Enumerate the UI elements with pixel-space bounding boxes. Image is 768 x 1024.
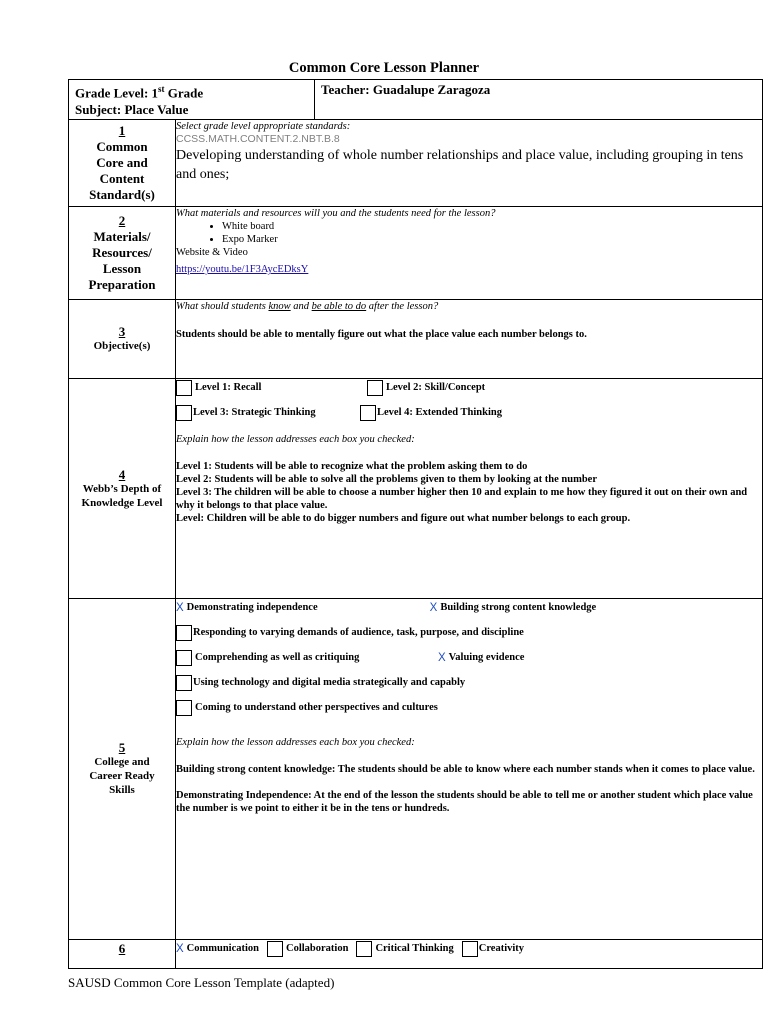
skill-checkbox[interactable] bbox=[176, 625, 192, 641]
skill-independence: Demonstrating independence bbox=[186, 602, 318, 614]
objective-prompt: What should students know and be able to do after the lesson? bbox=[176, 301, 439, 313]
level-4-label: Level 4: Extended Thinking bbox=[377, 407, 502, 419]
section-6-content bbox=[176, 940, 763, 969]
section-number: 6 bbox=[118, 941, 126, 957]
header-row bbox=[69, 80, 763, 120]
level-1-label: Level 1: Recall bbox=[195, 382, 262, 394]
grade-subject-cell bbox=[69, 80, 315, 120]
standard-code: CCSS.MATH.CONTENT.2.NBT.B.8 bbox=[176, 133, 340, 146]
level-3-checkbox[interactable] bbox=[176, 405, 192, 421]
level-2-label: Level 2: Skill/Concept bbox=[386, 382, 486, 394]
skills-explain-prompt: Explain how the lesson addresses each box you checked: bbox=[176, 737, 415, 749]
section-1-row bbox=[69, 120, 763, 207]
skill-perspectives: Coming to understand other perspectives and cultures bbox=[195, 702, 438, 714]
skills-para-1: Building strong content knowledge: The students should be able to know where each number stands when it comes to place value. bbox=[176, 764, 755, 776]
checked-mark[interactable]: X bbox=[176, 601, 184, 614]
section-6-row bbox=[69, 940, 763, 969]
standards-prompt: Select grade level appropriate standards: bbox=[176, 121, 351, 133]
lesson-planner-table bbox=[68, 79, 763, 969]
section-number: 1 bbox=[118, 123, 126, 139]
section-6-label bbox=[69, 940, 176, 969]
skill-critical-thinking: Critical Thinking bbox=[375, 943, 454, 955]
skill-creativity: Creativity bbox=[478, 943, 525, 955]
checked-mark[interactable]: X bbox=[438, 651, 446, 664]
dok-explanation: Level 1: Students will be able to recognize what the problem asking them to do Level 2: Students will be able to solve all the problems given to them by looking at the number Level 3: The children will be able to choose a number higher then 10 and explain to me how they figured it out on their own and why it belongs to that place value. Level: Children will be able to do bigger numbers and figure out what number belongs to each group. bbox=[176, 461, 748, 525]
list-item: • Expo Marker bbox=[222, 233, 762, 246]
standard-text: Developing understanding of whole number relationships and place value, including grouping in tens and ones; bbox=[176, 148, 744, 183]
section-2-label: 2 Materials/ Resources/ Lesson Preparation bbox=[69, 207, 176, 300]
section-3-content bbox=[176, 300, 763, 379]
dok-explain-prompt: Explain how the lesson addresses each box you checked: bbox=[176, 434, 415, 446]
section-number: 2 bbox=[118, 213, 126, 229]
collaboration-checkbox[interactable] bbox=[267, 941, 283, 957]
skill-checkbox[interactable] bbox=[176, 650, 192, 666]
creativity-checkbox[interactable] bbox=[462, 941, 478, 957]
section-number: 3 bbox=[118, 324, 126, 340]
skill-collaboration: Collaboration bbox=[286, 943, 349, 955]
teacher-cell bbox=[315, 80, 763, 120]
skill-valuing-evidence: Valuing evidence bbox=[448, 652, 525, 664]
section-5-label: 5 College and Career Ready Skills bbox=[69, 599, 176, 940]
skill-comprehending: Comprehending as well as critiquing bbox=[195, 652, 360, 664]
skill-content-knowledge: Building strong content knowledge bbox=[440, 602, 597, 614]
website-video-label: Website & Video bbox=[176, 247, 248, 259]
materials-list bbox=[176, 220, 762, 246]
section-2-content bbox=[176, 207, 763, 300]
critical-thinking-checkbox[interactable] bbox=[356, 941, 372, 957]
page-footer: SAUSD Common Core Lesson Template (adapted) bbox=[68, 975, 335, 990]
teacher-name: Teacher: Guadalupe Zaragoza bbox=[321, 82, 491, 97]
objective-text: Students should be able to mentally figure out what the place value each number belongs to. bbox=[176, 329, 587, 341]
section-4-content bbox=[176, 379, 763, 599]
level-2-checkbox[interactable] bbox=[367, 380, 383, 396]
skills-para-2: Demonstrating Independence: At the end of the lesson the students should be able to tell me or another student which place value the number is we point to either it be in the tens or hundreds. bbox=[176, 790, 753, 815]
section-4-row bbox=[69, 379, 763, 599]
section-1-label: 1 Common Core and Content Standard(s) bbox=[69, 120, 176, 207]
section-3-row bbox=[69, 300, 763, 379]
checked-mark[interactable]: X bbox=[429, 601, 438, 614]
level-1-checkbox[interactable] bbox=[176, 380, 192, 396]
checked-mark[interactable]: X bbox=[176, 942, 184, 955]
skill-checkbox[interactable] bbox=[176, 700, 192, 716]
section-number: 4 bbox=[118, 466, 126, 482]
skill-responding: Responding to varying demands of audience, task, purpose, and discipline bbox=[193, 627, 524, 639]
skill-technology: Using technology and digital media strategically and capably bbox=[193, 677, 466, 689]
subject: Subject: Place Value bbox=[75, 102, 189, 118]
materials-prompt: What materials and resources will you and the students need for the lesson? bbox=[176, 208, 496, 220]
skill-checkbox[interactable] bbox=[176, 675, 192, 691]
skill-communication: Communication bbox=[186, 943, 260, 955]
section-1-content bbox=[176, 120, 763, 207]
section-number: 5 bbox=[118, 740, 126, 756]
list-item: • White board bbox=[222, 220, 762, 233]
grade-level: Grade Level: 1st Grade bbox=[75, 84, 204, 101]
section-5-content bbox=[176, 599, 763, 940]
video-link[interactable]: https://youtu.be/1F3AycEDksY bbox=[176, 264, 309, 276]
section-3-label: 3 Objective(s) bbox=[69, 300, 176, 379]
section-4-label: 4 Webb’s Depth of Knowledge Level bbox=[69, 379, 176, 599]
level-3-label: Level 3: Strategic Thinking bbox=[193, 407, 316, 419]
page-title: Common Core Lesson Planner bbox=[288, 60, 480, 76]
section-5-row bbox=[69, 599, 763, 940]
level-4-checkbox[interactable] bbox=[360, 405, 376, 421]
section-2-row bbox=[69, 207, 763, 300]
